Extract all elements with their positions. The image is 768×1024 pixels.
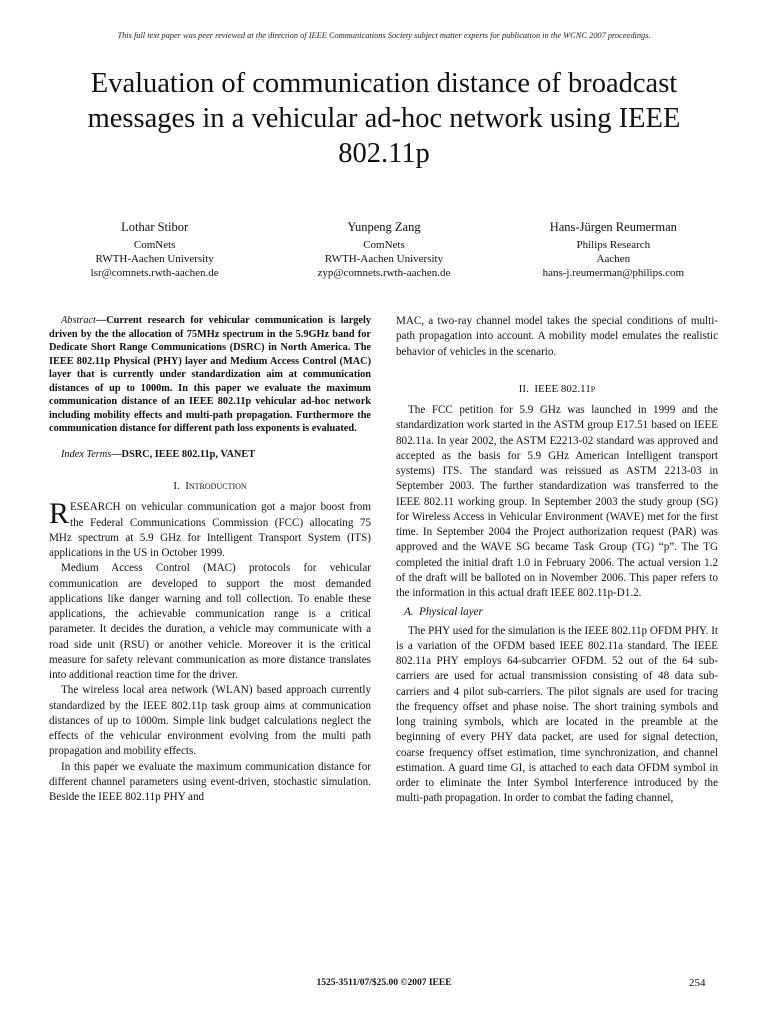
section-heading-introduction — [49, 479, 371, 494]
author-org: RWTH-Aachen University — [95, 253, 214, 265]
author-email: hans-j.reumerman@philips.com — [542, 267, 685, 279]
author-1 — [40, 218, 269, 280]
author-dept: Philips Research — [576, 239, 651, 251]
intro-paragraph-1-text: ESEARCH on vehicular communication got a major boost from the Federal Communications Commission (FCC) allocating 75 MHz spectrum at 5.9 GHz for Intelligent Transport System (ITS) applications in the US in October 1999. — [49, 501, 371, 559]
section-title: IEEE 802.11p — [534, 382, 596, 395]
author-org: Aachen — [596, 253, 631, 265]
subsection-title: Physical layer — [419, 606, 483, 619]
author-name: Yunpeng Zang — [347, 220, 421, 234]
copyright-footer: 1525-3511/07/$25.00 ©2007 IEEE — [316, 978, 452, 988]
intro-paragraph-4-continued: MAC, a two-ray channel model takes the special conditions of multi-path propagation into account. A mobility model emulates the realistic behavior of vehicles in the scenario. — [396, 315, 718, 358]
subsection-heading-physical-layer — [396, 605, 718, 620]
drop-cap: R — [49, 497, 70, 531]
abstract-text: —Current research for vehicular communication is largely driven by the the allocation of 75MHz spectrum in the 5.9GHz band for Dedicate Short Range Communications (DSRC) in North America. The IEEE 802.11p Physical (PHY) layer and Medium Access Control (MAC) layer that is currently under standardization aim at communication distances of up to 1000m. In this paper we evaluate the maximum communication distance of an IEEE 802.11p vehicular ad-hoc network including mobility effects and multi-path propagation. Furthermore the communication distance for different path loss exponents is evaluated. — [49, 315, 371, 434]
left-column — [49, 314, 371, 805]
section2-paragraph-2: The PHY used for the simulation is the IEEE 802.11p OFDM PHY. It is a variation of the OFDM based IEEE 802.11a standard. The IEEE 802.11a PHY employs 64-subcarrier OFDM. 52 out of the 64 sub-carriers are used for actual transmission consisting of 48 data sub-carriers and 4 pilot sub-carriers. The pilot signals are used for tracing the frequency offset and phase noise. The short training symbols and long training symbols, which are located in the preamble at the beginning of every PHY data packet, are used for signal detection, coarse frequency offset estimation, time synchronization, and channel estimation. A guard time GI, is attached to each data OFDM symbol in order to eliminate the Inter Symbol Interference introduced by the multi-path propagation. In order to combat the fading channel, — [396, 624, 718, 805]
peer-review-note: This full text paper was peer reviewed at the direction of IEEE Communications Society subject matter experts for publication in the WCNC 2007 proceedings. — [117, 31, 651, 40]
author-block — [40, 218, 728, 280]
author-name: Hans-Jürgen Reumerman — [549, 220, 677, 234]
author-dept: ComNets — [363, 239, 405, 251]
index-terms-text: —DSRC, IEEE 802.11p, VANET — [111, 448, 256, 460]
intro-paragraph-4: In this paper we evaluate the maximum communication distance for different channel parameters using event-driven, stochastic simulation. Beside the IEEE 802.11p PHY and — [49, 760, 371, 803]
author-3 — [499, 218, 728, 280]
author-org: RWTH-Aachen University — [324, 253, 444, 265]
index-terms — [49, 448, 371, 462]
author-name: Lothar Stibor — [121, 220, 189, 234]
right-column — [396, 314, 718, 807]
section-heading-ieee80211p — [396, 382, 718, 397]
section2-paragraph-1: The FCC petition for 5.9 GHz was launched in 1999 and the standardization work started in the ASTM group E17.51 based on IEEE 802.11a. In year 2002, the ASTM E2213-02 standard was approved and accepted as the basis for 5.9 GHz American Intelligent transport systems) ITS. The standard was reissued as ASTM 2213-03 in September 2003. The further standardization was transferred to the IEEE 802.11 working group. In September 2003 the study group (SG) for Wireless Access in Vehicular Environment (WAVE) met for the first time. In September 2004 the Project authorization request (PAR) was approved and the WAVE SG became Task Group (TG) “p”. The TG completed the initial draft 1.0 in February 2006. The actual version 1.2 of the draft will be balloted on in November 2006. This paper refers to the information in this actual draft IEEE 802.11p-D1.2. — [396, 404, 718, 599]
page-number: 254 — [689, 977, 706, 989]
abstract — [49, 314, 371, 436]
subsection-label: A. — [404, 606, 414, 619]
section-title: Introduction — [185, 480, 247, 492]
intro-paragraph-2: Medium Access Control (MAC) protocols for vehicular communication are developed to support the most demanded applications like danger warning and toll collection. To enable these applications, the achievable communication range is a critical parameter. It decides the duration, a vehicle may communicate with a road side unit (RSU) or another vehicle. Moreover it is the critical measure for safety relevant communication as more distance translates into additional reaction time for the driver. — [49, 562, 371, 681]
paper-title: Evaluation of communication distance of broadcast messages in a vehicular ad-hoc network using IEEE 802.11p — [87, 68, 681, 169]
author-email: lsr@comnets.rwth-aachen.de — [90, 267, 219, 279]
author-dept: ComNets — [133, 239, 176, 251]
section-number: I. — [173, 480, 180, 492]
author-email: zyp@comnets.rwth-aachen.de — [317, 267, 451, 279]
section-number: II. — [518, 382, 529, 395]
abstract-lead: Abstract — [61, 315, 96, 326]
author-2 — [269, 218, 498, 280]
intro-paragraph-1 — [49, 497, 371, 561]
index-terms-lead: Index Terms — [61, 448, 112, 460]
intro-paragraph-3: The wireless local area network (WLAN) based approach currently standardized by the IEEE 802.11p task group aims at communication distances of up to 1000m. Simple link budget calculations neglect the effects of the vehicular environment evolving from the multi path propagation and mobility effects. — [49, 684, 371, 758]
